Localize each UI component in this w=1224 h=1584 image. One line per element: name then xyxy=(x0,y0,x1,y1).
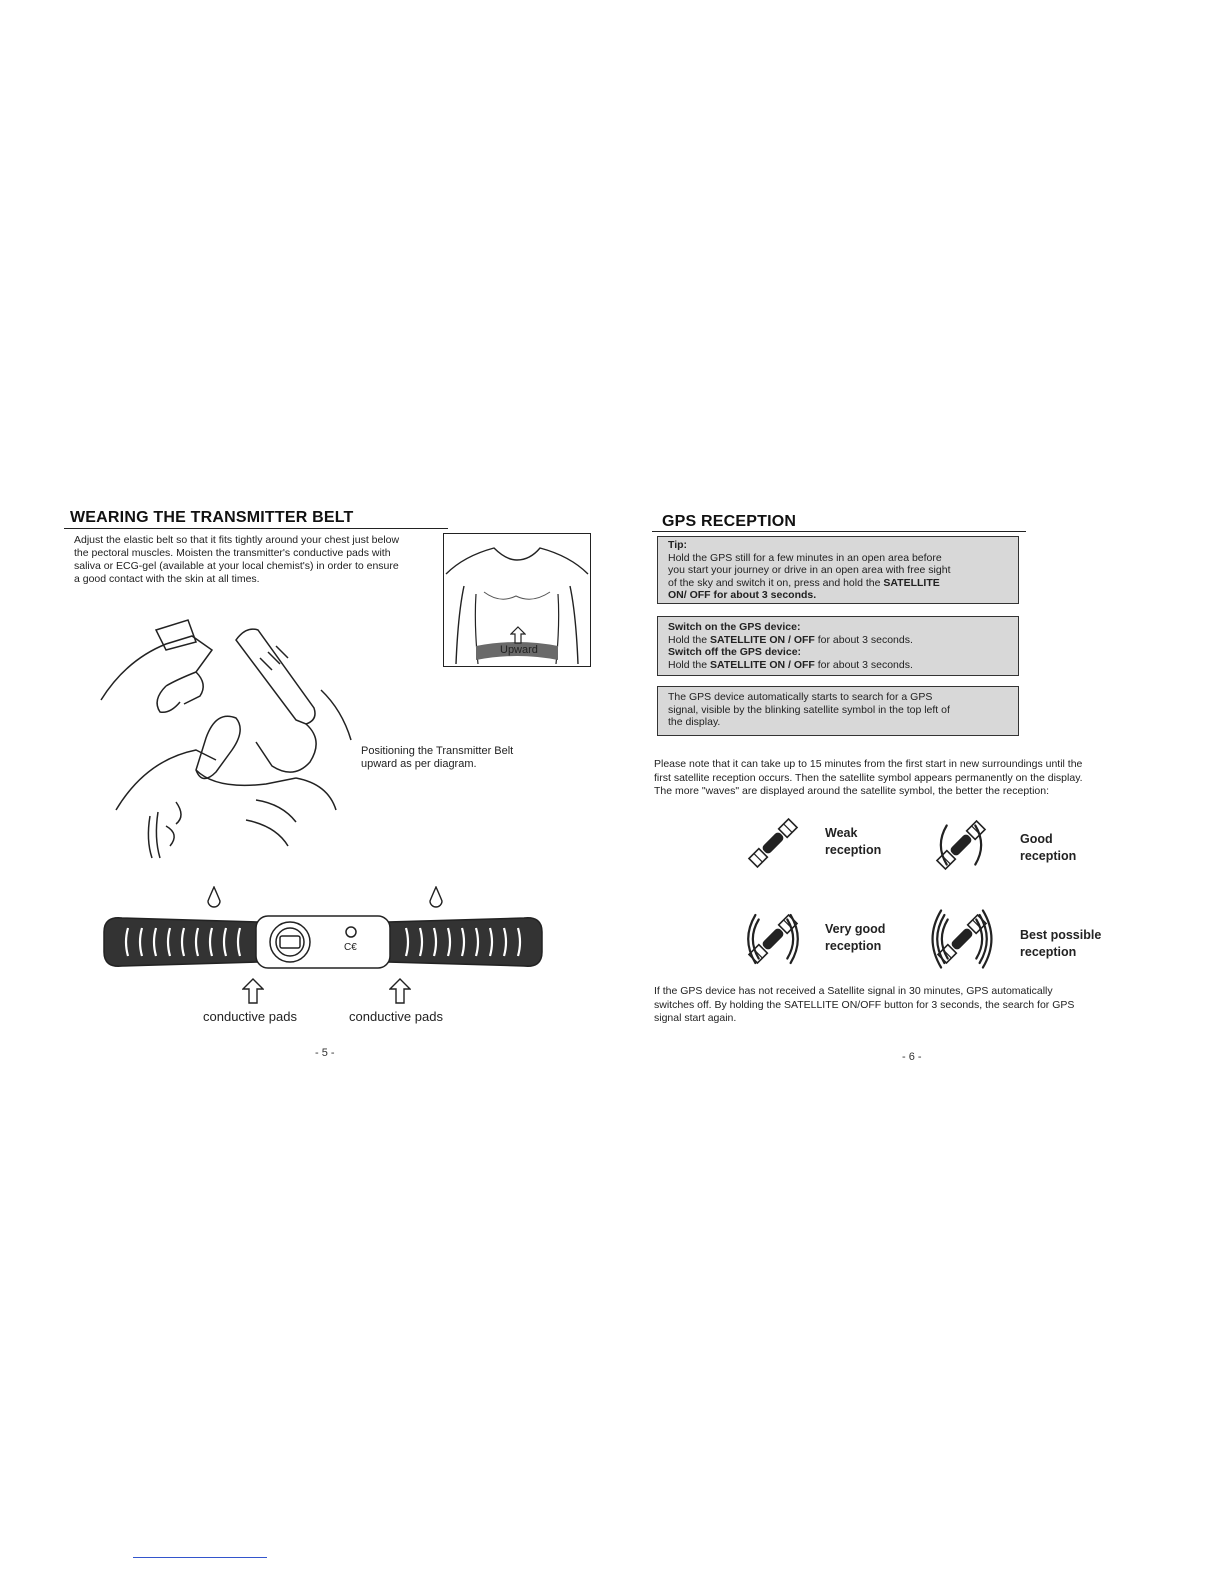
right-title-rule xyxy=(652,531,1026,532)
upward-arrow-icon xyxy=(510,626,526,644)
switch-text: Hold the xyxy=(668,633,711,646)
satellite-weak-icon xyxy=(728,810,818,876)
search-line: The GPS device automatically starts to search for a GPS xyxy=(668,691,933,703)
search-line: the display. xyxy=(668,716,721,728)
intro-line: a good contact with the skin at all times. xyxy=(74,573,260,585)
switch-off-heading: Switch off the GPS device: xyxy=(668,646,802,658)
left-title-rule xyxy=(64,528,448,529)
tip-line: Hold the GPS still for a few minutes in an open area before xyxy=(668,551,942,564)
footer-line: If the GPS device has not received a Satellite signal in 30 minutes, GPS automatically xyxy=(654,985,1053,997)
level-name: reception xyxy=(1020,945,1077,959)
best-reception-label xyxy=(1020,927,1101,961)
search-line: signal, visible by the blinking satellite symbol in the top left of xyxy=(668,703,950,716)
very-good-reception-label xyxy=(825,921,885,955)
footer-line: switches off. By holding the SATELLITE ON/OFF button for 3 seconds, the search for GPS xyxy=(654,998,1075,1011)
left-page-title: WEARING THE TRANSMITTER BELT xyxy=(70,509,354,526)
tip-bold: ON/ OFF for about 3 seconds. xyxy=(668,589,817,601)
satellite-best-icon xyxy=(912,906,1012,972)
switch-box xyxy=(657,616,1019,676)
level-name: reception xyxy=(825,843,882,857)
tip-heading: Tip: xyxy=(668,539,688,551)
tip-box xyxy=(657,536,1019,604)
caption-line: Positioning the Transmitter Belt xyxy=(361,745,514,757)
level-name: Very good xyxy=(825,922,886,936)
level-name: Best possible xyxy=(1020,928,1102,942)
satellite-very-good-icon xyxy=(728,906,818,972)
intro-line: saliva or ECG-gel (available at your local chemist's) in order to ensure xyxy=(74,560,399,572)
note-line: The more "waves" are displayed around the satellite symbol, the better the reception: xyxy=(654,785,1050,797)
positioning-caption xyxy=(361,745,513,771)
conductive-pads-label: conductive pads xyxy=(203,1009,297,1024)
pad-arrow-icon xyxy=(242,978,264,1004)
gel-drop-icon xyxy=(428,886,444,910)
note-line: first satellite reception occurs. Then the satellite symbol appears permanently on the display. xyxy=(654,771,1083,784)
intro-line: Adjust the elastic belt so that it fits tightly around your chest just below xyxy=(74,534,400,546)
weak-reception-label xyxy=(825,825,881,859)
level-name: Good xyxy=(1020,832,1053,846)
left-page-number: - 5 - xyxy=(315,1047,335,1059)
search-info-box xyxy=(657,686,1019,736)
switch-text: for about 3 seconds. xyxy=(814,658,913,671)
hands-attaching-belt-illustration xyxy=(96,590,356,860)
satellite-good-icon xyxy=(916,812,1006,878)
right-page-number: - 6 - xyxy=(902,1051,922,1063)
note-line: Please note that it can take up to 15 minutes from the first start in new surroundings until the xyxy=(654,758,1083,770)
switch-on-heading: Switch on the GPS device: xyxy=(668,621,801,633)
pad-arrow-icon xyxy=(389,978,411,1004)
switch-text: Hold the xyxy=(668,658,711,671)
level-name: reception xyxy=(1020,849,1077,863)
reception-note xyxy=(654,758,1164,799)
tip-bold: SATELLITE xyxy=(883,576,940,589)
switch-bold: SATELLITE ON / OFF xyxy=(710,658,815,671)
level-name: reception xyxy=(825,939,882,953)
svg-text:C€: C€ xyxy=(344,942,357,953)
level-name: Weak xyxy=(825,826,858,840)
auto-off-note xyxy=(654,985,1164,1026)
footnote-link-line xyxy=(133,1557,267,1558)
switch-bold: SATELLITE ON / OFF xyxy=(710,633,815,646)
transmitter-belt-illustration xyxy=(98,910,548,974)
right-page-title: GPS RECEPTION xyxy=(662,513,797,530)
intro-line: the pectoral muscles. Moisten the transmitter's conductive pads with xyxy=(74,547,391,559)
tip-line: you start your journey or drive in an open area with free sight xyxy=(668,564,951,576)
switch-text: for about 3 seconds. xyxy=(814,633,913,646)
tip-line: of the sky and switch it on, press and hold the xyxy=(668,576,884,589)
gel-drop-icon xyxy=(206,886,222,910)
footer-line: signal start again. xyxy=(654,1012,737,1024)
conductive-pads-label: conductive pads xyxy=(349,1009,443,1024)
caption-line: upward as per diagram. xyxy=(361,758,477,770)
torso-diagram xyxy=(443,533,591,667)
upward-label: Upward xyxy=(500,644,538,656)
left-intro-text xyxy=(74,534,444,586)
good-reception-label xyxy=(1020,831,1076,865)
